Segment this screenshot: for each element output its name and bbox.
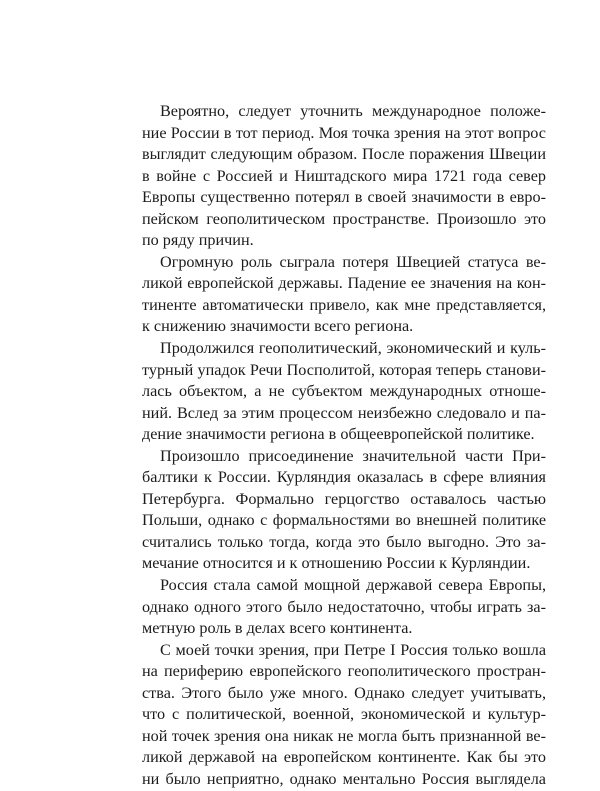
text-line: Произошло присоединение значительной части При- <box>160 446 546 465</box>
text-line: ликой державой на европейском континенте. Как бы это <box>142 748 546 767</box>
text-line: к снижению значимости всего региона. <box>142 317 414 336</box>
paragraph-6 <box>142 640 546 791</box>
text-line: однако одного этого было недостаточно, чтобы играть за- <box>142 597 546 616</box>
body-text <box>142 101 546 791</box>
text-line: лась объектом, а не субъектом международных отноше- <box>142 382 546 401</box>
text-line: Россия стала самой мощной державой севера Европы, <box>160 576 546 595</box>
text-line: ний. Вслед за этим процессом неизбежно следовало и па- <box>142 403 546 422</box>
text-line: Польши, однако с формальностями во внешней политике <box>142 511 546 530</box>
paragraph-1 <box>142 101 546 252</box>
text-line: Петербурга. Формально герцогство оставалось частью <box>142 489 546 508</box>
paragraph-5 <box>142 575 546 640</box>
text-line: Европы существенно потерял в своей значимости в евро- <box>142 188 546 207</box>
text-line: ликой европейской державы. Падение ее значения на кон- <box>142 274 546 293</box>
text-line: тиненте автоматически привело, как мне представляется, <box>142 295 546 314</box>
text-line: мечание относится и к отношению России к Курляндии. <box>142 554 531 573</box>
text-line: ной точек зрения она никак не могла быть признанной ве- <box>142 726 546 745</box>
text-line: С моей точки зрения, при Петре I Россия только вошла <box>160 640 546 659</box>
paragraph-2 <box>142 252 546 338</box>
text-line: выглядит следующим образом. После поражения Швеции <box>142 145 546 164</box>
text-line: метную роль в делах всего континента. <box>142 619 413 638</box>
text-line: по ряду причин. <box>142 231 254 250</box>
text-line: на периферию европейского геополитического простран- <box>142 662 546 681</box>
paragraph-4 <box>142 446 546 575</box>
text-line: ства. Этого было уже много. Однако следует учитывать, <box>142 683 546 702</box>
text-line: Огромную роль сыграла потеря Швецией статуса ве- <box>160 252 546 271</box>
text-line: Продолжился геополитический, экономический и куль- <box>160 339 546 358</box>
text-line: ние России в тот период. Моя точка зрения на этот вопрос <box>142 123 546 142</box>
text-line: дение значимости региона в общеевропейской политике. <box>142 425 535 444</box>
text-line: Вероятно, следует уточнить международное положе- <box>160 102 546 120</box>
text-line: считались только тогда, когда это было выгодно. Это за- <box>142 532 546 551</box>
text-line: что с политической, военной, экономической и культур- <box>142 705 546 724</box>
text-line: турный упадок Речи Посполитой, которая теперь станови- <box>142 360 546 379</box>
text-line: пейском геополитическом пространстве. Произошло это <box>142 209 546 228</box>
paragraph-3 <box>142 338 546 446</box>
text-line: ни было неприятно, однако ментально Россия выглядела <box>142 769 546 788</box>
text-line: в войне с Россией и Ништадского мира 1721 года север <box>142 166 546 185</box>
text-line: балтики к России. Курляндия оказалась в сфере влияния <box>142 468 546 487</box>
